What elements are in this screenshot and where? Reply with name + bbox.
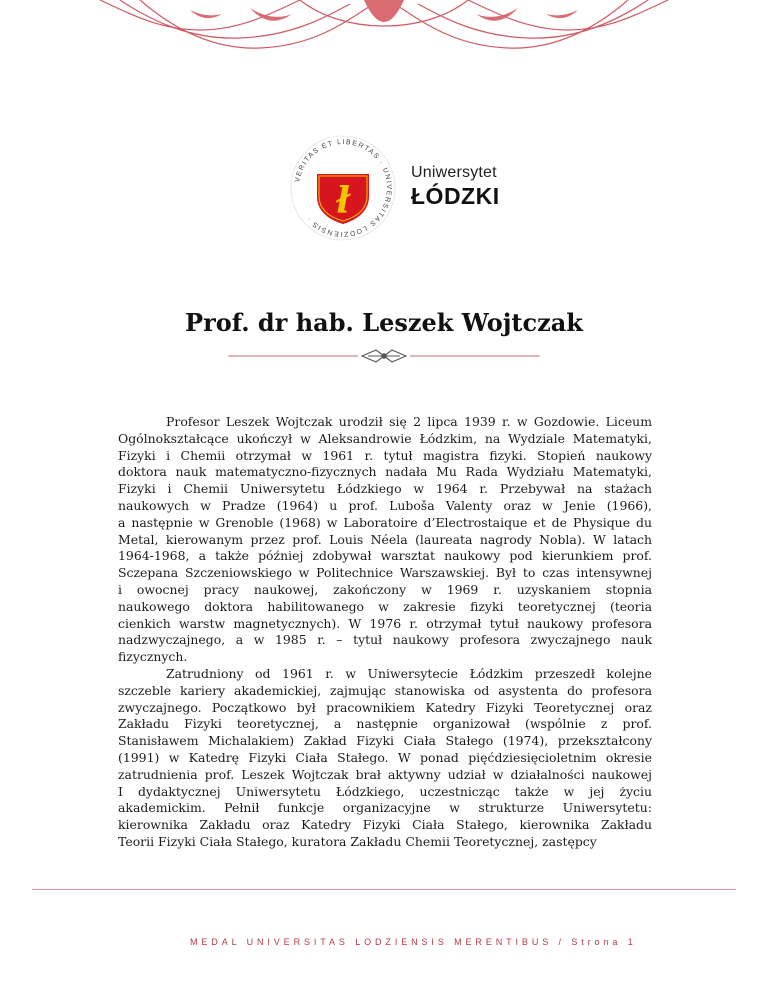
svg-text:ł: ł xyxy=(336,180,350,222)
footer-separator: / xyxy=(558,937,565,947)
text-line: fizycznych. xyxy=(118,649,188,665)
paragraph-1 xyxy=(118,414,652,666)
text-line: doktora nauk matematyczno-fizycznych nadała Mu Rada Wydziału Matematyki, xyxy=(118,464,652,480)
text-line: Metal, kierowanym przez prof. Louis Néela (laureata nagrody Nobla). W latach xyxy=(118,531,652,547)
text-line: Fizyki i Chemii otrzymał w 1961 r. tytuł magistra fizyki. Stopień naukowy xyxy=(118,447,652,463)
text-line: naukowych w Pradze (1964) u prof. Luboša Valenty oraz w Jenie (1966), xyxy=(118,497,652,513)
text-line: akademickim. Pełnił funkcje organizacyjne w strukturze Uniwersytetu: xyxy=(118,800,652,816)
footer-motto: MEDAL UNIVERSITAS LODZIENSIS MERENTIBUS xyxy=(190,937,553,947)
title-divider xyxy=(228,344,540,368)
text-line: Profesor Leszek Wojtczak urodził się 2 lipca 1939 r. w Gozdowie. Liceum xyxy=(166,414,652,429)
text-line: a następnie w Grenoble (1968) w Laboratoire d’Electrostaique et de Physique du xyxy=(118,514,652,530)
text-line: Stanisławem Michalakiem) Zakład Fizyki Ciała Stałego (1974), przekształcony xyxy=(118,733,652,749)
footer-page-label: Strona xyxy=(571,937,622,947)
divider-ornament-icon xyxy=(362,350,406,362)
page-title: Prof. dr hab. Leszek Wojtczak xyxy=(185,308,583,337)
logo-emblem xyxy=(317,174,369,224)
text-line: cienkich warstw magnetycznych). W 1976 r. otrzymał tytuł naukowy profesora xyxy=(118,615,652,631)
text-line: kierownika Zakładu oraz Katedry Fizyki Ciała Stałego, kierownika Zakładu xyxy=(118,817,652,833)
text-line: (1991) w Katedrę Fizyki Ciała Stałego. W ponad pięćdziesięcioletnim okresie xyxy=(118,749,652,765)
text-line: zatrudnienia prof. Leszek Wojtczak brał aktywny udział w działalności naukowej xyxy=(118,766,652,782)
text-line: Zatrudniony od 1961 r. w Uniwersytecie Łódzkim przeszedł kolejne xyxy=(166,665,652,681)
text-line: I dydaktycznej Uniwersytetu Łódzkiego, uczestnicząc także w jej życiu xyxy=(118,783,652,799)
university-name-line2: ŁÓDZKI xyxy=(411,183,500,209)
text-line: Teorii Fizyki Ciała Stałego, kuratora Zakładu Chemii Teoretycznej, zastępcy xyxy=(118,833,597,849)
seal-text: VERITAS ET LIBERTAS · UNIVERSITAS LODZIENSIS · xyxy=(294,138,393,238)
text-line: Zakładu Fizyki teoretycznej, a następnie organizował (wspólnie z prof. xyxy=(118,716,652,732)
footer-page-number: 1 xyxy=(627,937,637,947)
page-footer xyxy=(190,937,637,947)
biography-text xyxy=(118,414,652,851)
text-line: zwyczajnego. Początkowo był pracownikiem Katedry Fizyki Teoretycznej oraz xyxy=(118,699,652,715)
text-line: Sczepana Szczeniowskiego w Politechnice Warszawskiej. Był to czas intensywnej xyxy=(118,565,652,581)
text-line: naukowego doktora habilitowanego w zakresie fizyki teoretycznej (teoria xyxy=(118,598,652,614)
text-line: szczeble kariery akademickiej, zajmując stanowiska od asystenta do profesora xyxy=(118,682,652,698)
text-line: Ogólnokształcące ukończył w Aleksandrowie Łódzkim, na Wydziale Matematyki, xyxy=(118,430,652,446)
top-ornament xyxy=(0,0,768,60)
text-line: nadzwyczajnego, a w 1985 r. – tytuł naukowy profesora zwyczajnego nauk xyxy=(118,632,652,648)
university-name-line1: Uniwersytet xyxy=(411,164,497,181)
paragraph-2 xyxy=(118,666,652,851)
text-line: 1964-1968, a także później zdobywał warsztat naukowy pod kierunkiem prof. xyxy=(118,548,652,564)
text-line: i owocnej pracy naukowej, zakończony w 1969 r. uzyskaniem stopnia xyxy=(118,581,652,597)
text-line: Fizyki i Chemii Uniwersytetu Łódzkiego w 1964 r. Przebywał na stażach xyxy=(118,481,652,497)
footer-rule xyxy=(32,889,736,890)
